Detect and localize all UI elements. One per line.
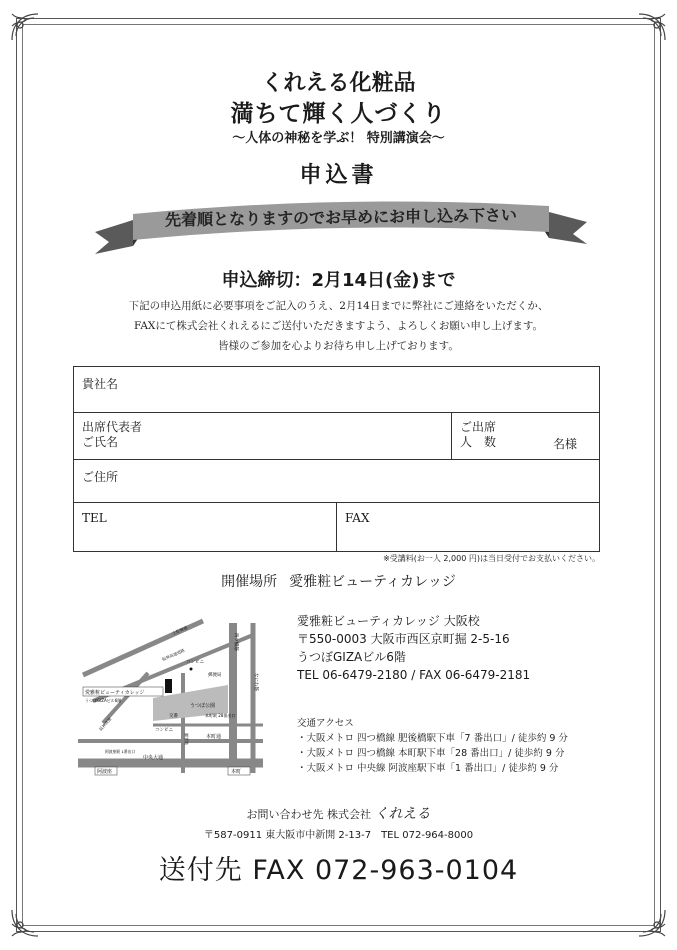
fax-field[interactable]: [337, 503, 599, 551]
map-label-road-v3: 御堂筋: [184, 733, 189, 745]
map-label-post: 郵便局: [208, 673, 222, 678]
intro-text: [60, 296, 617, 356]
map-label-subway: 地下鉄中央線: [153, 770, 177, 775]
representative-label: 出席代表者: [82, 420, 143, 434]
address-line: TEL 06-6479-2180 / FAX 06-6479-2181: [297, 668, 531, 682]
company-name: くれえる化粧品: [261, 71, 416, 96]
attendee-count-field[interactable]: [452, 413, 599, 459]
tel-label: TEL: [82, 511, 107, 525]
access-map: [73, 613, 268, 778]
access-line: ・大阪メトロ 四つ橋線 本町駅下車「28 番出口」/ 徒歩約 9 分: [297, 748, 565, 759]
deadline: 申込締切：2月14日(金)まで: [221, 270, 456, 291]
map-label-honmachi: 本町: [231, 769, 242, 775]
contact-address: 〒587-0911 東大阪市中新開 2-13-7 TEL 072-964-8000: [203, 830, 474, 841]
representative-name-field[interactable]: [74, 413, 451, 459]
access-line: ・大阪メトロ 四つ橋線 肥後橋駅下車「7 番出口」/ 徒歩約 9 分: [297, 733, 568, 744]
tel-field[interactable]: [74, 503, 336, 551]
venue-name: 愛雅粧ビューティカレッジ: [289, 574, 456, 590]
fax-label: FAX: [345, 511, 370, 525]
map-label-highway: 阪神高速道路: [161, 647, 186, 662]
address-line: 愛雅粧ビューティカレッジ 大阪校: [297, 614, 480, 628]
application-form: [73, 366, 600, 552]
map-label-school: 愛雅粧ビューティカレッジ: [85, 690, 145, 696]
map-label-station-exit: 本町駅 28番出口: [205, 713, 236, 718]
contact-heading: [0, 803, 677, 823]
access-title: 交通アクセス: [297, 718, 354, 729]
corner-ornament-icon: [635, 10, 669, 44]
map-label-highway-diag: 阪神高速: [98, 716, 113, 732]
map-label-building: うつぼGIZAビル6階: [85, 698, 122, 703]
map-label-honmachi-dori: 本町通: [206, 734, 222, 740]
company-row[interactable]: [74, 367, 599, 413]
intro-line: 皆様のご参加を心よりお待ち申し上げております。: [218, 340, 459, 352]
access-line: ・大阪メトロ 中央線 阿波座駅下車「1 番出口」/ 徒歩約 9 分: [297, 763, 559, 774]
ribbon-banner: [95, 192, 587, 260]
venue-address: [297, 612, 530, 684]
map-label-convenience-1: コンビニ: [186, 660, 204, 665]
map-label-road-top: 土佐堀通: [171, 624, 189, 636]
venue-label: 開催場所: [221, 574, 278, 590]
event-title: 満ちて輝く人づくり: [230, 101, 447, 127]
contact-row: [74, 503, 599, 551]
map-label-chuo-odori: 中央大通: [143, 755, 164, 761]
map-label-convenience-2: コンビニ: [155, 728, 173, 733]
fee-note: ※受講料(お一人 2,000 円)は当日受付でお支払いください。: [383, 554, 600, 563]
address-field-label: ご住所: [82, 470, 119, 484]
map-label-koban: 交番: [169, 714, 178, 719]
attendance-label: ご出席: [460, 420, 497, 434]
map-label-park: うつぼ公園: [190, 703, 216, 709]
headcount-label: 人 数: [460, 435, 497, 449]
intro-line: FAXにて株式会社くれえるにご送付いただきますよう、よろしくお願い申し上げます。: [133, 320, 544, 332]
fax-destination: 送付先 FAX 072-963-0104: [158, 855, 519, 886]
representative-row: [74, 413, 599, 460]
map-label-road-v1: 四ツ橋筋: [233, 633, 238, 651]
form-title: 申込書: [299, 163, 378, 188]
address-row[interactable]: [74, 460, 599, 503]
ribbon-text: 先着順となりますのでお早めにお申し込み下さい: [164, 205, 518, 230]
map-label-awaza-exit: 阿波座駅 1番出口: [105, 749, 136, 754]
venue-heading: [0, 571, 677, 591]
address-line: うつぼGIZAビル6階: [297, 650, 406, 664]
attendee-unit: 名様: [552, 437, 577, 451]
company-field-label: 貴社名: [82, 377, 119, 391]
representative-label-name: ご氏名: [82, 435, 119, 449]
corner-ornament-icon: [635, 906, 669, 940]
address-line: 〒550-0003 大阪市西区京町掘 2-5-16: [297, 632, 510, 646]
event-subtitle: 〜人体の神秘を学ぶ！ 特別講演会〜: [232, 131, 445, 146]
corner-ornament-icon: [8, 10, 42, 44]
map-label-awaza: 阿波座: [97, 769, 113, 775]
corner-ornament-icon: [8, 906, 42, 940]
contact-label: お問い合わせ先 株式会社: [246, 808, 371, 821]
company-logo: くれえる: [374, 806, 431, 822]
map-label-road-v2: なにわ筋: [253, 673, 258, 691]
access-info: [297, 716, 568, 776]
intro-line: 下記の申込用紙に必要事項をご記入のうえ、2月14日までに弊社にご連絡をいただくか、: [128, 300, 549, 312]
